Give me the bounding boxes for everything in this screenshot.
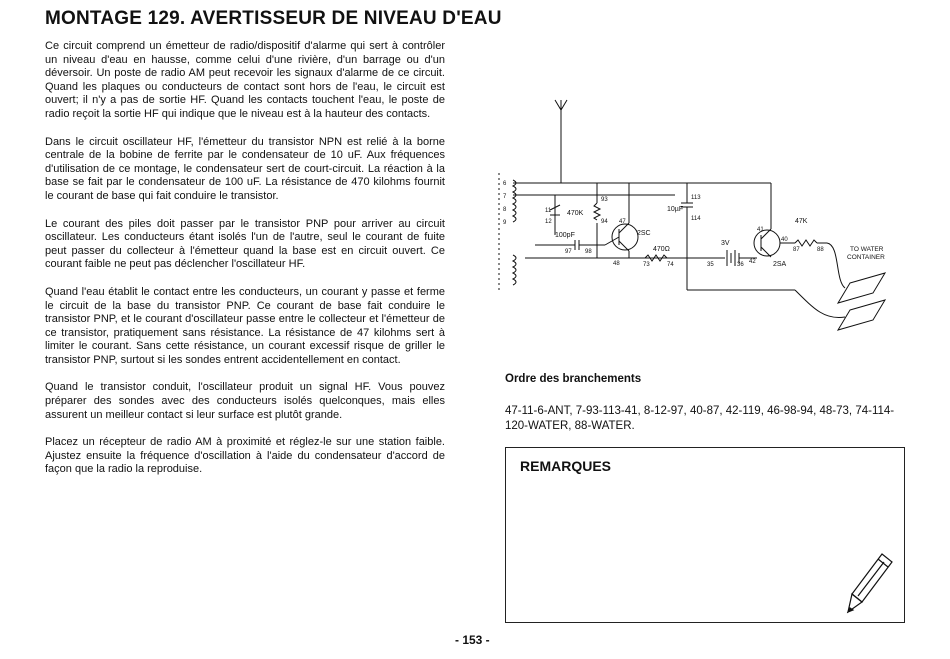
terminal-label: 6 [503,181,507,187]
terminal-label: 12 [545,219,552,225]
terminal-label: 73 [643,262,650,268]
resistor-470k-label: 470K [567,210,584,217]
connection-order-heading: Ordre des branchements [505,373,642,385]
resistor-470k-icon [594,203,600,220]
terminal-label: 11 [545,208,552,214]
water-probe-plate-icon [838,273,885,303]
circuit-schematic [495,95,905,340]
connection-order-text: 47-11-6-ANT, 7-93-113-41, 8-12-97, 40-87, 42-119, 46-98-94, 48-73, 74-114-120-WATER, 88-WATER. [505,405,895,432]
resistor-470-label: 470Ω [653,246,670,253]
terminal-label: 47 [619,219,626,225]
pencil-icon [844,550,896,616]
antenna-icon [555,100,567,183]
capacitor-100pf-label: 100pF [555,232,575,239]
remarks-box [505,447,905,623]
paragraph-intro: Ce circuit comprend un émetteur de radio/dispositif d'alarme qui sert à contrôler un niveau d'eau en hausse, comme celui d'une rivière, d'un barrage ou d'un déversoir. Un poste de radio AM peut recevoir les signaux d'alarme de ce circuit. Quand les plaques ou conducteurs de contact sont hors de l'eau, le circuit est ouvert; il n'y a pas de sortie HF. Quand les contacts touchent l'eau, le poste de radio reçoit la sortie HF qui indique que le niveau est à la hauteur des contacts. [45,40,445,120]
terminal-label: 42 [749,259,756,265]
ferrite-coil-icon [499,173,516,290]
terminal-label: 114 [691,216,701,222]
resistor-47k-icon [795,240,817,246]
terminal-label: 87 [793,247,800,253]
terminal-label: 97 [565,249,572,255]
remarks-title: REMARQUES [520,458,612,474]
page-number: - 153 - [455,633,490,647]
terminal-label: 41 [757,227,764,233]
npn-transistor-icon [612,224,638,250]
paragraph-receiver: Placez un récepteur de radio AM à proximité et réglez-le sur une station faible. Ajustez ensuite la fréquence d'oscillation à l'aide du condensateur d'accord de façon que la radio la reproduise. [45,436,445,476]
terminal-label: 94 [601,219,608,225]
battery-3v-label: 3V [721,240,730,247]
terminal-label: 93 [601,197,608,203]
container-label: CONTAINER [847,254,885,261]
paragraph-water-contact: Quand l'eau établit le contact entre les conducteurs, un courant y passe et ferme le circuit de la base du transistor PNP. Ce courant de base fait conduire le transistor PNP, et le courant d'oscillateur passe entre le collecteur et l'émetteur de ce transistor, pratiquement sans résistance. La résistance de 47 kilohms sert à limiter le courant. Sans cette résistance, un courant excessif risque de griller le transistor PNP, surtout si les sondes entrent accidentellement en contact. [45,285,445,366]
transistor-npn-label: 2SC [637,230,651,237]
to-water-label: TO WATER [850,246,884,253]
terminal-label: 9 [503,220,507,226]
paragraph-pnp-current: Le courant des piles doit passer par le transistor PNP pour arriver au circuit oscillateur. Les conducteurs étant isolés l'un de l'autre, seul le courant de fuite peut passer du collecteur à l'émetteur quand la base est en circuit ouvert. Ce courant faible ne peut pas déclencher l'oscillateur HF. [45,217,445,271]
pnp-transistor-icon [754,230,780,256]
water-probe-plate-icon [838,300,885,330]
terminal-label: 35 [707,262,714,268]
body-text [45,40,445,491]
terminal-label: 74 [667,262,674,268]
page-title: MONTAGE 129. AVERTISSEUR DE NIVEAU D'EAU [45,8,502,29]
terminal-label: 88 [817,247,824,253]
terminal-label: 8 [503,207,507,213]
paragraph-probes: Quand le transistor conduit, l'oscillateur produit un signal HF. Vous pouvez préparer des sondes avec des conducteurs isolés quelconques, mais elles assurent un meilleur contact si leur surface est plutôt grande. [45,381,445,421]
resistor-47k-label: 47K [795,218,808,225]
terminal-label: 98 [585,249,592,255]
paragraph-oscillator: Dans le circuit oscillateur HF, l'émetteur du transistor NPN est relié à la borne centrale de la bobine de ferrite par le condensateur de 10 uF. Aux fréquences d'utilisation de ce montage, le condensateur sert de court-circuit. La réaction à la base se fait par le condensateur de 100 uF. La résistance de 470 kilohms fournit le courant de base qui fait conduire le transistor. [45,135,445,202]
terminal-label: 48 [613,261,620,267]
terminal-label: 113 [691,195,701,201]
terminal-label: 40 [781,237,788,243]
terminal-label: 7 [503,194,507,200]
transistor-pnp-label: 2SA [773,261,787,268]
terminal-label: 36 [737,262,744,268]
capacitor-10uf-label: 10µF [667,206,684,213]
